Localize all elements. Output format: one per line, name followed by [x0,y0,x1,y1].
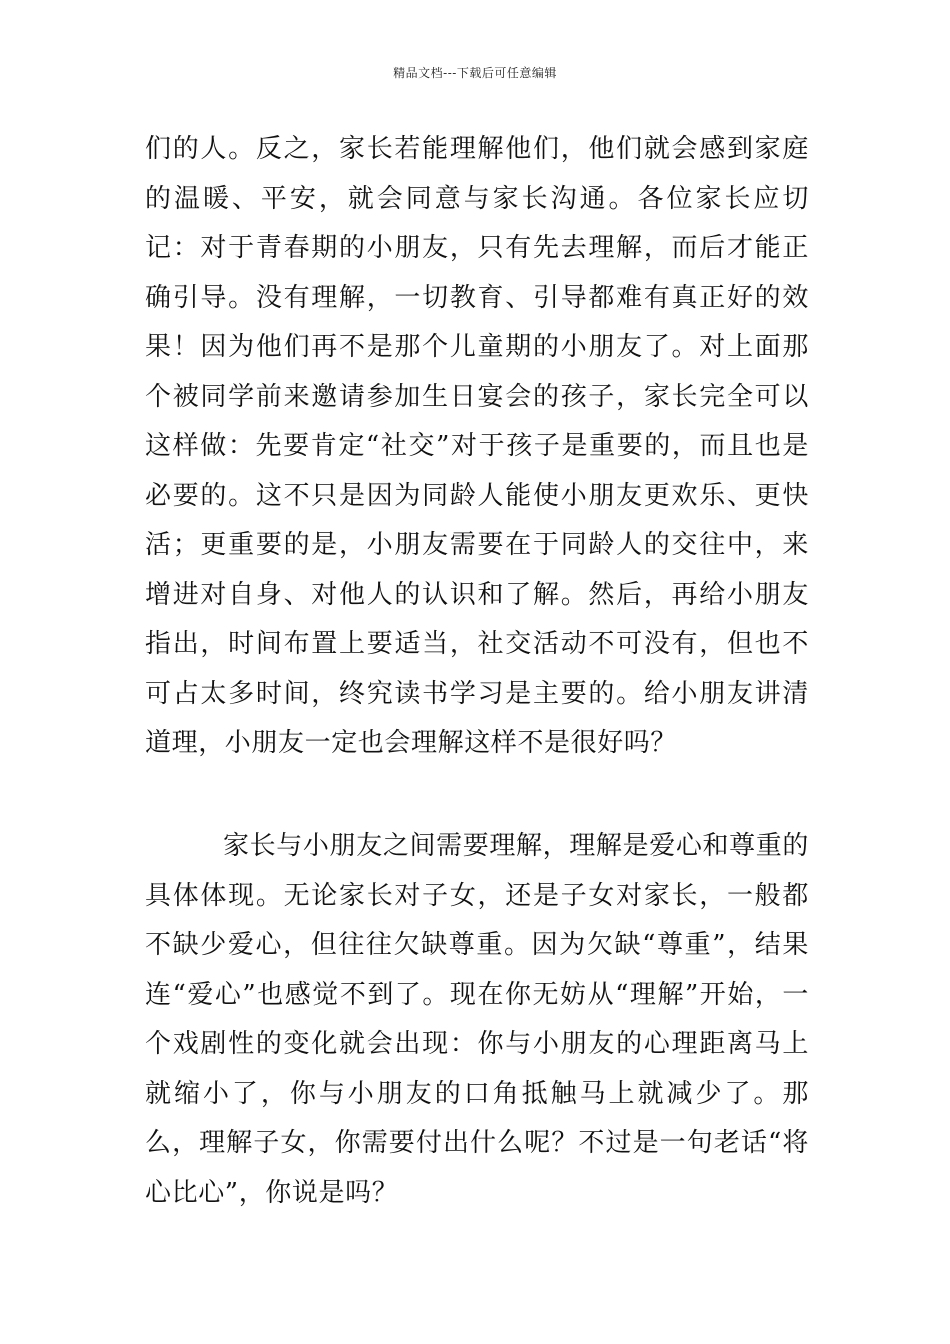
body-paragraph-1: 们的人。反之，家长若能理解他们，他们就会感到家庭的温暖、平安，就会同意与家长沟通。各位家长应切记：对于青春期的小朋友，只有先去理解，而后才能正确引导。没有理解，一切教育、引导都难有真正好的效果！因为他们再不是那个儿童期的小朋友了。对上面那个被同学前来邀请参加生日宴会的孩子，家长完全可以这样做：先要肯定“社交”对于孩子是重要的，而且也是必要的。这不只是因为同龄人能使小朋友更欢乐、更快活；更重要的是，小朋友需要在于同龄人的交往中，来增进对自身、对他人的认识和了解。然后，再给小朋友指出，时间布置上要适当，社交活动不可没有，但也不可占太多时间，终究读书学习是主要的。给小朋友讲清道理，小朋友一定也会理解这样不是很好吗？ [145,134,809,758]
body-paragraph-2: 家长与小朋友之间需要理解，理解是爱心和尊重的具体体现。无论家长对子女，还是子女对家长，一般都不缺少爱心，但往往欠缺尊重。因为欠缺“尊重”，结果连“爱心”也感觉不到了。现在你无妨从“理解”开始，一个戏剧性的变化就会出现：你与小朋友的心理距离马上就缩小了，你与小朋友的口角抵触马上就减少了。那么，理解子女，你需要付出什么呢？不过是一句老话“将心比心”，你说是吗？ [145,831,809,1208]
page-header: 精品文档---下载后可任意编辑 [393,66,557,80]
